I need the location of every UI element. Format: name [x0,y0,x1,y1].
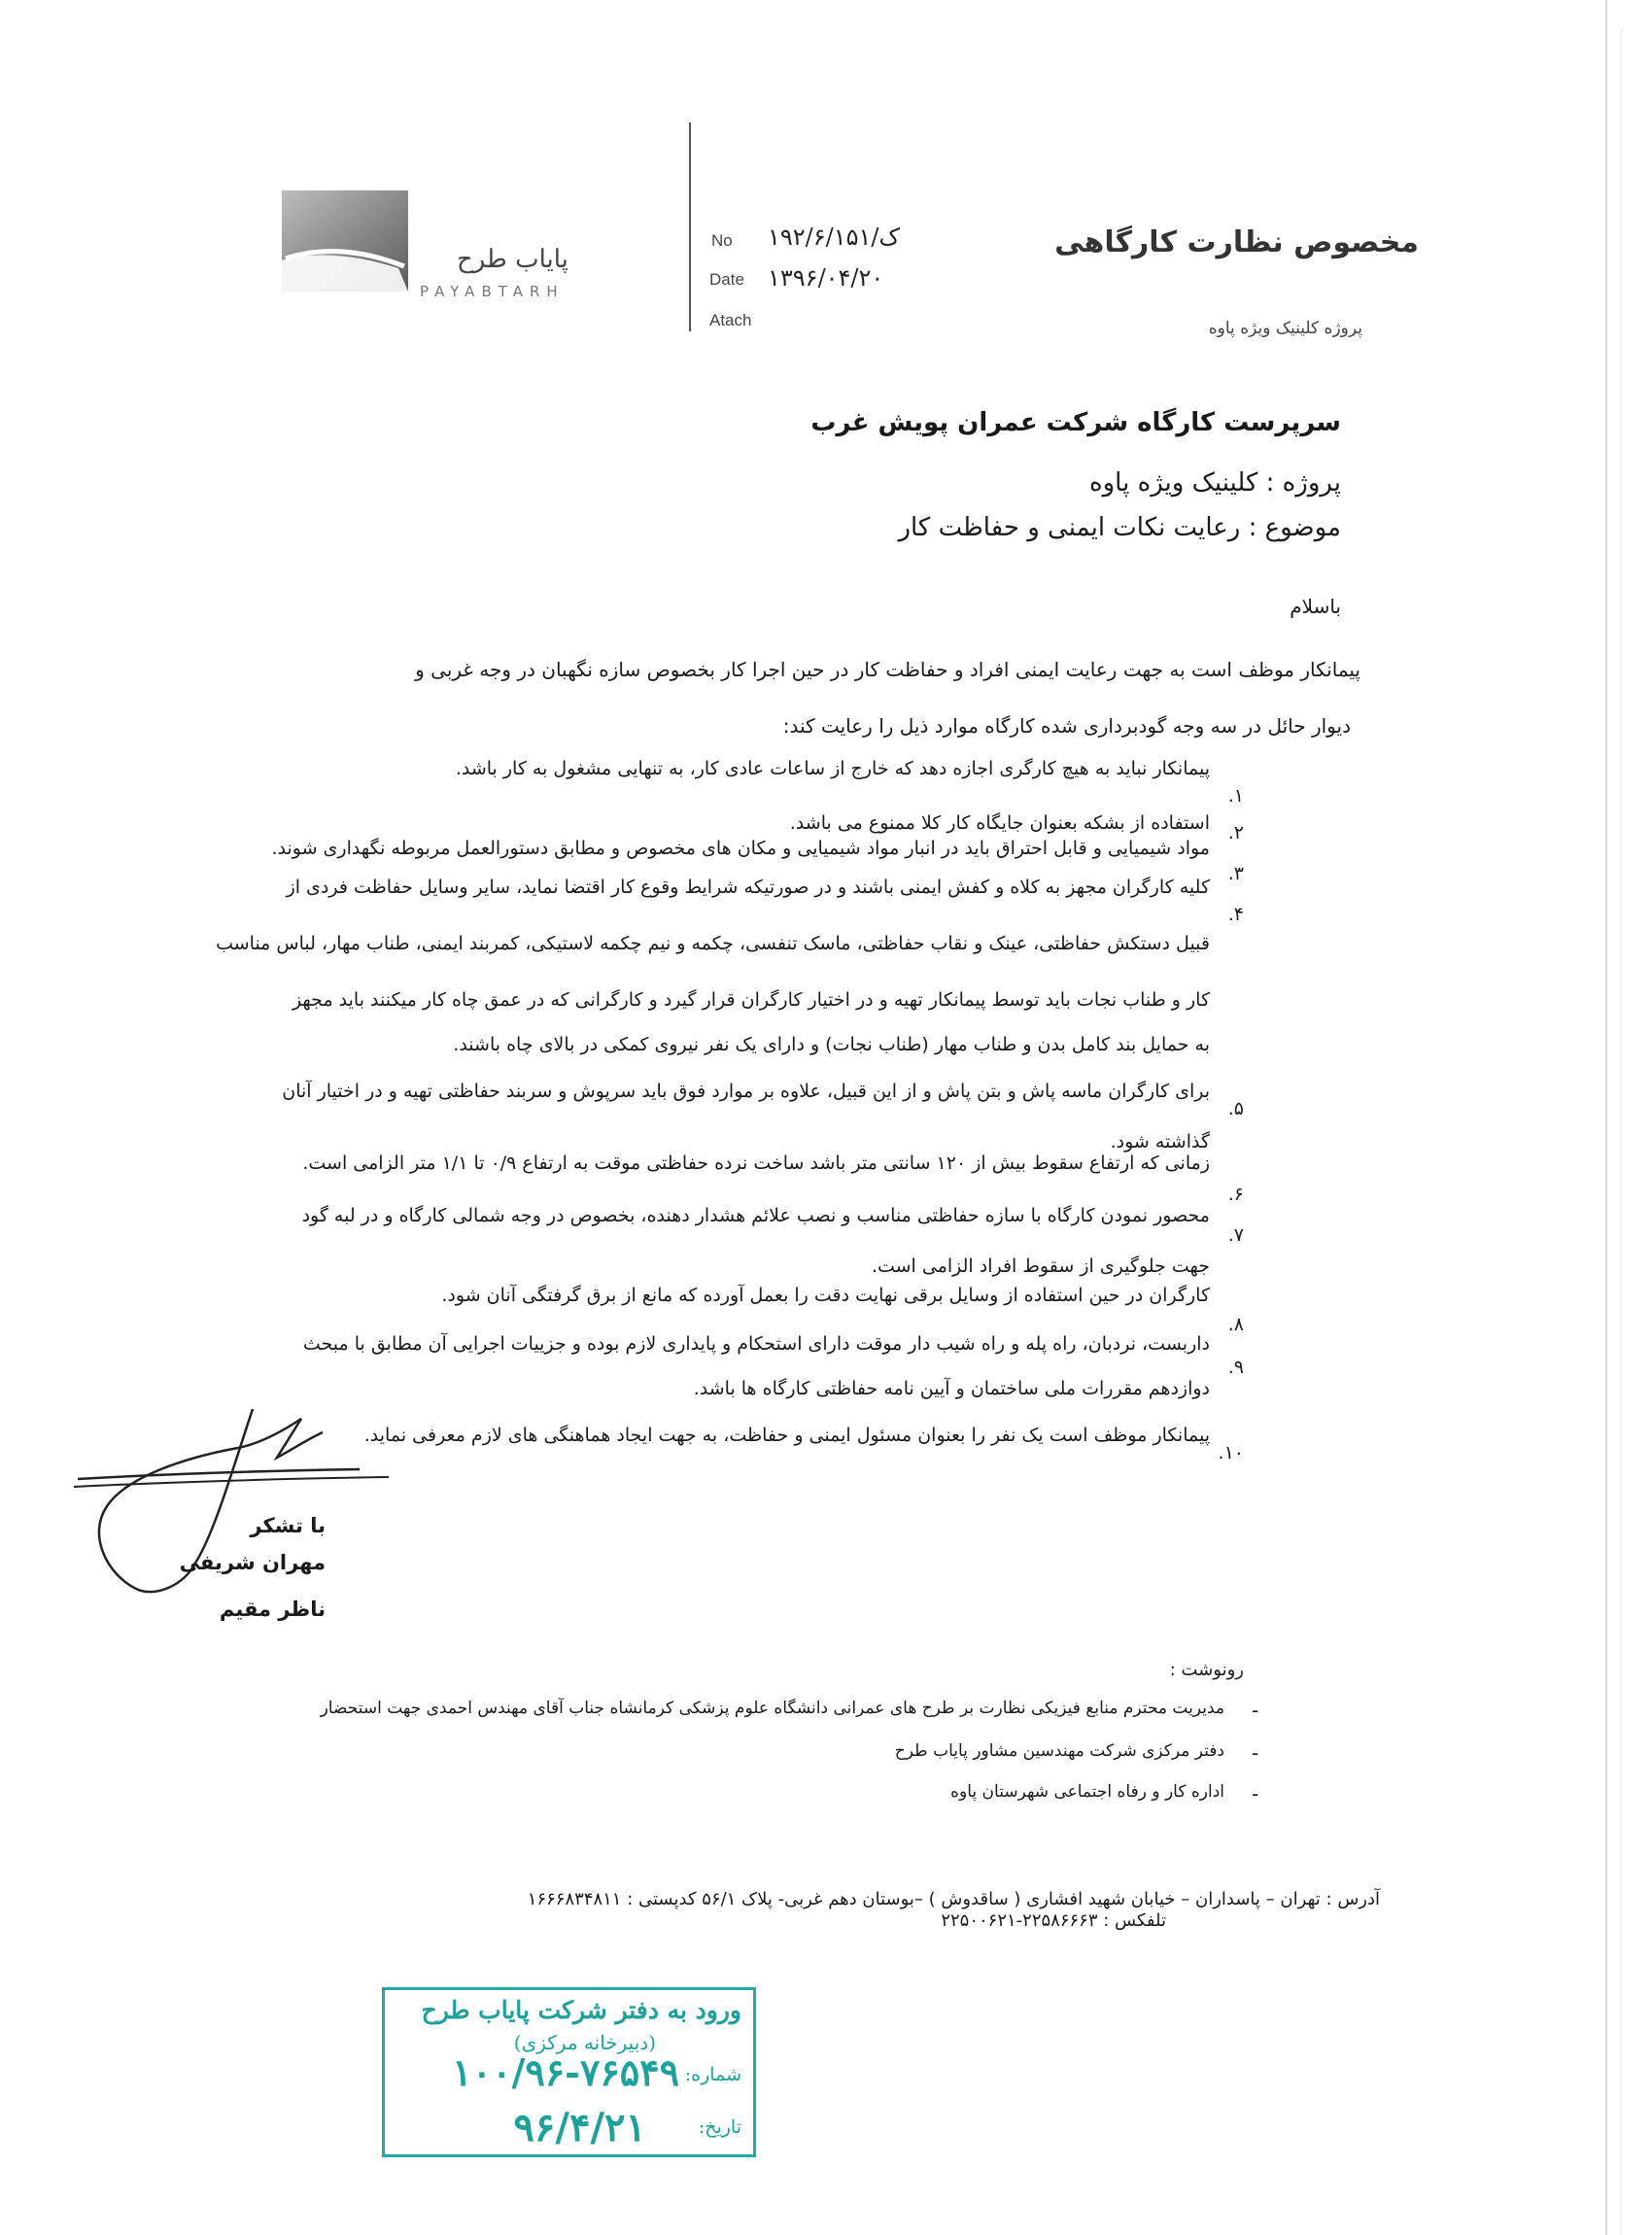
signature-drawing [68,1390,437,1623]
item-line: پیمانکار نباید به هیچ کارگری اجازه دهد که خارج از ساعات عادی کار، به تنهایی مشغول به کار باشد. [455,758,1210,779]
date-value: ۱۳۹۶/۰۴/۲۰ [768,264,884,292]
addressee: سرپرست کارگاه شرکت عمران پویش غرب [810,408,1341,437]
item-number: ۴. [1227,904,1244,925]
item-line: استفاده از بشکه بعنوان جایگاه کار کلا ممنوع می باشد. [789,812,1210,834]
item-line: داربست، نردبان، راه پله و راه شیب دار موقت دارای استحکام و پایداری لازم بوده و جزییات اجرایی آن مطابق با مبحث [302,1333,1210,1355]
footer-address: آدرس : تهران – پاسداران – خیابان شهید افشاری ( ساقدوش ) –بوستان دهم غربی- پلاک ۵۶/۱ کدپستی : ۱۶۶۶۸۳۴۸۱۱ [527,1889,1380,1909]
cc-item: مدیریت محترم منابع فیزیکی نظارت بر طرح های عمرانی دانشگاه علوم پزشکی کرمانشاه جناب آقای مهندس احمدی جهت استحضار [320,1699,1224,1718]
stamp-number-value: ۱۰۰/۹۶-۷۶۵۴۹ [452,2050,679,2094]
item-line: مواد شیمیایی و قابل احتراق باید در انبار مواد شیمیایی و مکان های مخصوص و مطابق دستورالعمل مربوطه نگهداری شوند. [271,838,1210,859]
item-line: جهت جلوگیری از سقوط افراد الزامی است. [871,1255,1210,1277]
item-number: ۵. [1227,1098,1244,1119]
logo-mark-icon [282,190,408,292]
number-label: No [711,231,733,250]
item-line: کلیه کارگران مجهز به کلاه و کفش ایمنی باشند و در صورتیکه شرایط وقوع کار اقتضا نماید، سایر وسایل حفاظت فردی از [286,877,1210,898]
cc-item: دفتر مرکزی شرکت مهندسین مشاور پایاب طرح [894,1741,1224,1761]
subject-line: موضوع : رعایت نکات ایمنی و حفاظت کار [898,513,1341,542]
letterhead-project: پروژه کلینیک ویژه پاوه [1208,319,1362,338]
item-number: ۲. [1227,822,1244,843]
letterhead-divider [689,122,691,331]
attach-label: Atach [709,311,752,329]
letterhead-title: مخصوص نظارت کارگاهی [1054,225,1419,259]
cc-bullet: - [1252,1741,1259,1765]
number-value: ۱۹۲/۶/ک/۱۵۱ [768,224,900,251]
date-label: Date [709,270,744,289]
item-number: ۳. [1227,863,1244,884]
item-number: ۱. [1227,785,1244,807]
item-number: ۶. [1227,1184,1244,1205]
page-edge-secondary [1621,29,1622,2235]
cc-bullet: - [1252,1699,1259,1722]
reception-stamp [382,1987,756,2157]
intro-line-1: پیمانکار موظف است به جهت رعایت ایمنی افراد و حفاظت کار در حین اجرا کار بخصوص سازه نگهبان در وجه غربی و [415,658,1360,681]
item-number: ۸. [1227,1314,1244,1335]
item-line: پیمانکار موظف است یک نفر را بعنوان مسئول ایمنی و حفاظت، به جهت ایجاد هماهنگی های لازم معرفی نماید. [363,1425,1210,1446]
company-logo [282,190,408,292]
item-line: به حمایل بند کامل بدن و طناب مهار (طناب نجات) و دارای یک نفر نیروی کمکی در بالای چاه باشند. [453,1034,1210,1055]
greeting: باسلام [1290,595,1341,618]
stamp-title: ورود به دفتر شرکت پایاب طرح [421,1996,741,2024]
logo-text-fa: پایاب طرح [457,245,568,274]
intro-line-2: دیوار حائل در سه وجه گودبرداری شده کارگاه موارد ذیل را رعایت کند: [782,714,1351,738]
closing-role: ناظر مقیم [219,1598,326,1621]
footer-phone: تلفکس : ۲۲۵۸۶۶۶۳-۲۲۵۰۰۶۲۱ [941,1910,1166,1931]
item-line: دوازدهم مقررات ملی ساختمان و آیین نامه حفاظتی کارگاه ها باشد. [693,1378,1210,1399]
project-line: پروژه : کلینیک ویژه پاوه [1088,468,1341,498]
cc-item: اداره کار و رفاه اجتماعی شهرستان پاوه [950,1782,1224,1802]
stamp-subtitle: (دبیرخانه مرکزی) [513,2031,656,2054]
item-number: ۷. [1227,1224,1244,1246]
closing-thanks: با تشکر [250,1514,326,1537]
item-line: قبیل دستکش حفاظتی، عینک و نقاب حفاظتی، ماسک تنفسی، چکمه و نیم چکمه لاستیکی، کمربند ایمنی، طناب مهار، لباس مناسب [216,933,1210,954]
closing-name: مهران شریفی [179,1551,326,1574]
stamp-date-value: ۹۶/۴/۲۱ [513,2105,646,2150]
item-line: گذاشته شود. [1110,1131,1210,1152]
item-line: کار و طناب نجات باید توسط پیمانکار تهیه و در اختیار کارگران قرار گیرد و کارگرانی که در عمق چاه کار میکنند باید مجهز [292,989,1210,1011]
item-number: ۹. [1227,1357,1244,1378]
item-line: محصور نمودن کارگاه با سازه حفاظتی مناسب و نصب علائم هشدار دهنده، بخصوص در وجه شمالی کارگاه و در لبه گود [301,1205,1210,1226]
stamp-number-label: شماره: [684,2064,741,2085]
stamp-date-label: تاریخ: [698,2116,741,2138]
item-line: برای کارگران ماسه پاش و بتن پاش و از این قبیل، علاوه بر موارد فوق باید سرپوش و سربند حفاظتی تهیه و در اختیار آنان [282,1081,1210,1102]
item-line: زمانی که ارتفاع سقوط بیش از ۱۲۰ سانتی متر باشد ساخت نرده حفاظتی موقت به ارتفاع ۰/۹ تا ۱/۱ متر الزامی است. [302,1152,1210,1174]
cc-bullet: - [1252,1782,1259,1805]
logo-text-en: PAYABTARH [420,283,565,300]
item-line: کارگران در حین استفاده از وسایل برقی نهایت دقت را بعمل آورده که مانع از برق گرفتگی آنان شود. [441,1285,1210,1306]
page-edge [1605,0,1607,2235]
item-number: ۱۰. [1218,1442,1244,1463]
cc-title: رونوشت : [1169,1660,1244,1680]
